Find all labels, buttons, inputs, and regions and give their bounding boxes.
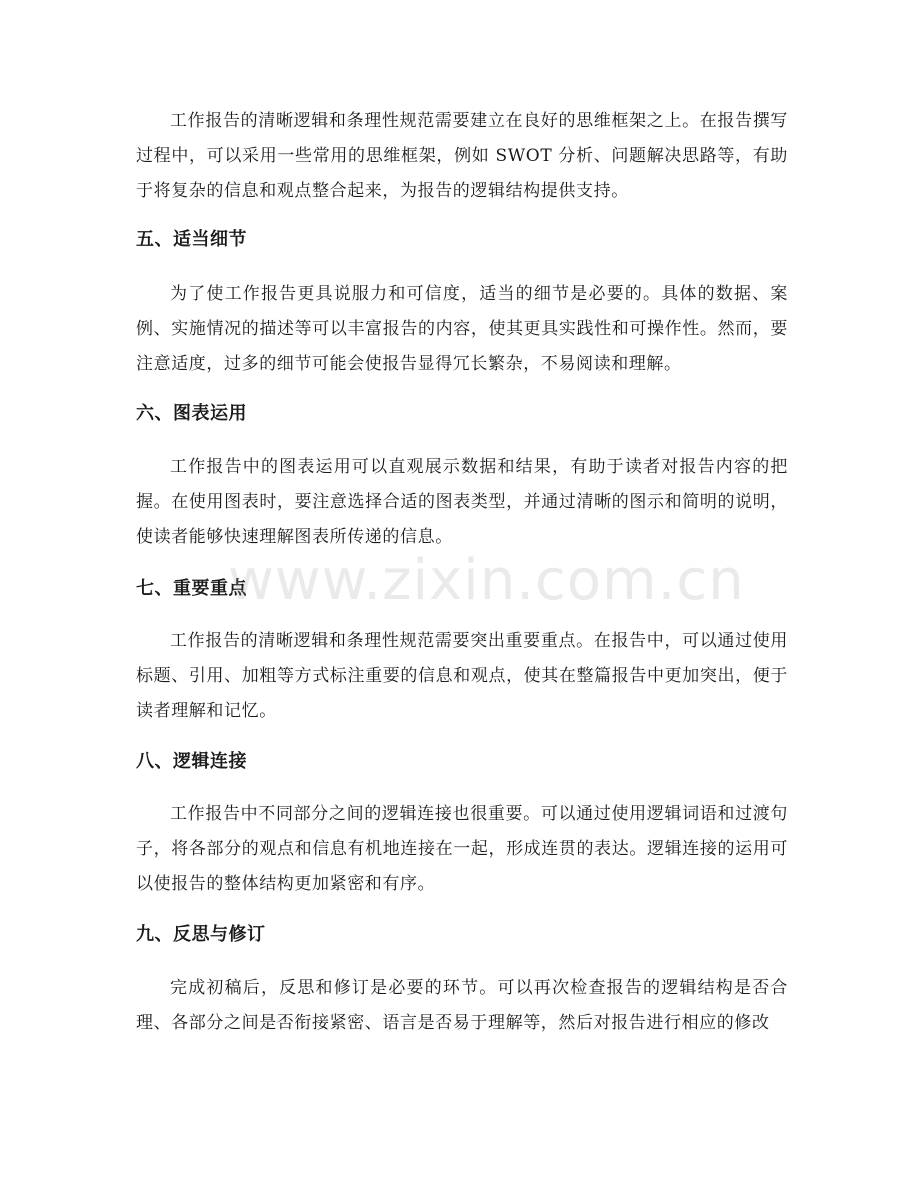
watermark-text: www.zixin.com.cn	[228, 548, 745, 613]
section-body-6: 工作报告中的图表运用可以直观展示数据和结果，有助于读者对报告内容的把握。在使用图表时，要注意选择合适的图表类型，并通过清晰的图示和简明的说明，使读者能够快速理解图表所传递的信息。	[136, 457, 788, 547]
section-body-8: 工作报告中不同部分之间的逻辑连接也很重要。可以通过使用逻辑词语和过渡句子，将各部分的观点和信息有机地连接在一起，形成连贯的表达。逻辑连接的运用可以使报告的整体结构更加紧密和有序。	[136, 804, 788, 894]
intro-paragraph: 工作报告的清晰逻辑和条理性规范需要建立在良好的思维框架之上。在报告撰写过程中，可以采用一些常用的思维框架，例如 SWOT 分析、问题解决思路等，有助于将复杂的信息和观点整合起来，为报告的逻辑结构提供支持。	[136, 111, 788, 201]
section-heading-8: 八、逻辑连接	[136, 751, 247, 772]
section-body-5: 为了使工作报告更具说服力和可信度，适当的细节是必要的。具体的数据、案例、实施情况的描述等可以丰富报告的内容，使其更具实践性和可操作性。然而，要注意适度，过多的细节可能会使报告显得冗长繁杂，不易阅读和理解。	[136, 284, 788, 374]
section-heading-5: 五、适当细节	[136, 229, 247, 250]
section-body-9: 完成初稿后，反思和修订是必要的环节。可以再次检查报告的逻辑结构是否合理、各部分之间是否衔接紧密、语言是否易于理解等，然后对报告进行相应的修改	[136, 978, 788, 1033]
section-heading-7: 七、重要重点	[136, 578, 247, 599]
section-heading-9: 九、反思与修订	[136, 924, 266, 945]
section-heading-6: 六、图表运用	[136, 403, 247, 424]
section-body-7: 工作报告的清晰逻辑和条理性规范需要突出重要重点。在报告中，可以通过使用标题、引用、加粗等方式标注重要的信息和观点，使其在整篇报告中更加突出，便于读者理解和记忆。	[136, 631, 788, 721]
